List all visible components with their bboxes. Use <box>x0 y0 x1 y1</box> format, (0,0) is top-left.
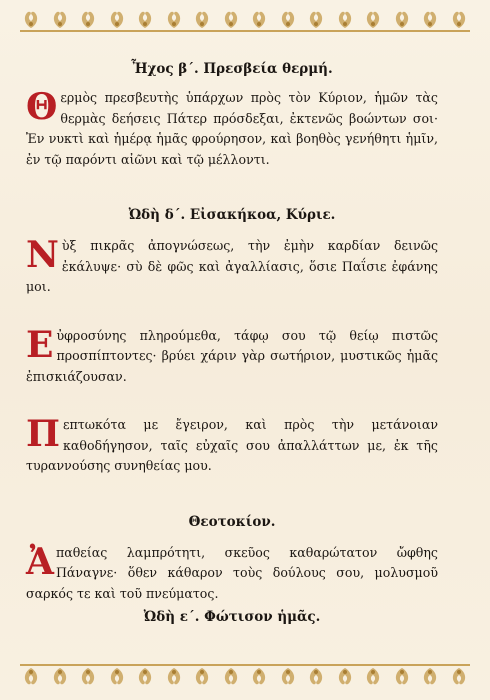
gold-floral-scroll-icon <box>191 8 213 30</box>
gold-floral-scroll-icon <box>277 8 299 30</box>
gold-floral-scroll-icon <box>191 666 213 688</box>
paragraph-4 <box>26 415 438 477</box>
gold-floral-scroll-icon <box>334 8 356 30</box>
paragraph-text-4: επτωκότα με ἔγειρον, καὶ πρὸς τὴν μετάνοιαν καθοδήγησον, ταῖς εὐχαῖς σου ἀπαλλάττων με, ἐκ τῆς τυραννούσης συνηθείας μου. <box>26 417 438 473</box>
gold-floral-scroll-icon <box>419 666 441 688</box>
gold-floral-scroll-icon <box>248 8 270 30</box>
gold-floral-scroll-icon <box>163 666 185 688</box>
paragraph-3 <box>26 323 438 388</box>
gold-floral-scroll-icon <box>134 8 156 30</box>
paragraph-2 <box>26 236 438 298</box>
paragraph-5 <box>26 540 438 605</box>
closing-heading: Ὠδὴ ε΄. Φώτισον ἡμᾶς. <box>143 609 321 625</box>
dropcap-1: Θ <box>26 86 58 128</box>
section-heading-2: Ὠδὴ δ΄. Εἰσακήκοα, Κύριε. <box>128 207 336 223</box>
dropcap-5: Ἀ <box>26 540 54 583</box>
gold-floral-scroll-icon <box>106 8 128 30</box>
gold-floral-scroll-icon <box>334 666 356 688</box>
section-heading-3: Θεοτοκίον. <box>188 513 276 530</box>
content <box>26 58 438 626</box>
ornament-rule <box>20 30 470 32</box>
gold-floral-scroll-icon <box>49 8 71 30</box>
paragraph-text-2: ὺξ πικρᾶς ἀπογνώσεως, τὴν ἐμὴν καρδίαν δεινῶς ἐκάλυψε· σὺ δὲ φῶς καὶ ἀγαλλίασις, ὅσιε Παΐσιε ἐφάνης μοι. <box>26 238 438 294</box>
gold-floral-scroll-icon <box>20 666 42 688</box>
top-ornament-band <box>20 6 470 32</box>
gold-floral-scroll-icon <box>77 8 99 30</box>
gold-floral-scroll-icon <box>362 8 384 30</box>
dropcap-2: Ν <box>26 234 59 276</box>
paragraph-text-5: παθείας λαμπρότητι, σκεῦος καθαρώτατον ὤφθης Πάναγνε· ὅθεν κάθαρον τοὺς δούλους σου, μολυσμοῦ σαρκός τε καὶ τοῦ πνεύματος. <box>26 544 438 601</box>
section-heading-1: Ἦχος β΄. Πρεσβεία θερμή. <box>131 61 333 77</box>
gold-floral-scroll-icon <box>248 666 270 688</box>
ornament-rule <box>20 664 470 666</box>
gold-floral-scroll-icon <box>277 666 299 688</box>
gold-floral-scroll-icon <box>362 666 384 688</box>
gold-floral-scroll-icon <box>419 8 441 30</box>
gold-floral-scroll-icon <box>391 666 413 688</box>
dropcap-4: Π <box>26 413 60 455</box>
gold-floral-scroll-icon <box>305 8 327 30</box>
gold-floral-scroll-icon <box>391 8 413 30</box>
gold-floral-scroll-icon <box>305 666 327 688</box>
gold-floral-scroll-icon <box>448 8 470 30</box>
gold-floral-scroll-icon <box>220 8 242 30</box>
gold-floral-scroll-icon <box>106 666 128 688</box>
gold-floral-scroll-icon <box>134 666 156 688</box>
gold-floral-scroll-icon <box>20 8 42 30</box>
gold-floral-scroll-icon <box>49 666 71 688</box>
gold-floral-scroll-icon <box>163 8 185 30</box>
bottom-ornament-band <box>20 664 470 690</box>
dropcap-3: Ε <box>26 323 54 366</box>
gold-floral-scroll-icon <box>77 666 99 688</box>
gold-floral-scroll-icon <box>448 666 470 688</box>
paragraph-text-3: ὐφροσύνης πληρούμεθα, τάφῳ σου τῷ θείῳ πιστῶς προσπίπτοντες· βρύει χάριν γὰρ σωτήριον, μυστικῶς ἡμᾶς ἐπισκιάζουσαν. <box>26 327 438 384</box>
paragraph-1 <box>26 88 438 170</box>
gold-floral-scroll-icon <box>220 666 242 688</box>
paragraph-text-1: ερμὸς πρεσβευτὴς ὑπάρχων πρὸς τὸν Κύριον, ἡμῶν τὰς θερμὰς δεήσεις Πάτερ πρόσδεξαι, ἐκτενῶς βοώντων σοι· Ἐν νυκτὶ καὶ ἡμέρᾳ ἡμᾶς φρούρησον, καὶ βοηθὸς γενήθητι ἡμῖν, ἐν τῷ παρόντι αἰῶνι καὶ τῷ μέλλοντι. <box>26 90 438 167</box>
